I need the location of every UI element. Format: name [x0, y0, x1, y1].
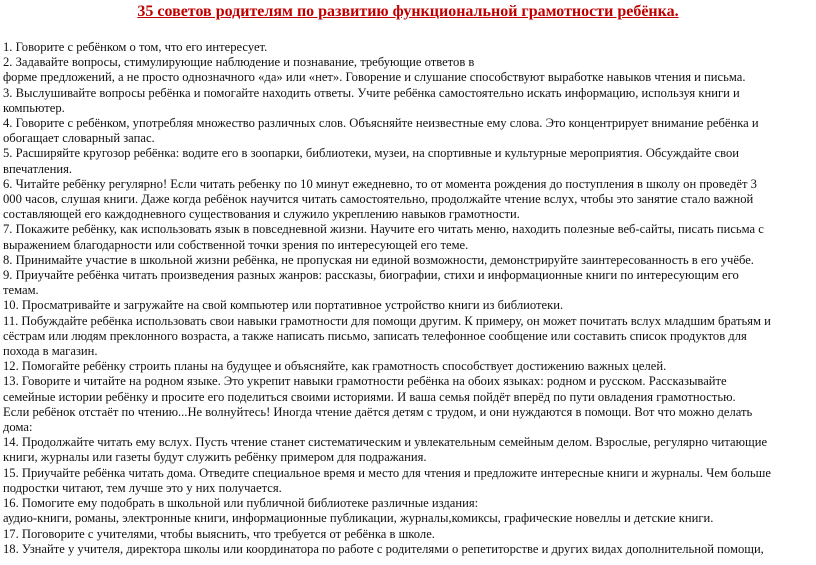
text-line: сёстрам или людям преклонного возраста, а также написать письмо, записать телефонное сообщение или составить список продуктов для	[3, 328, 747, 343]
text-line: 13. Говорите и читайте на родном языке. Это укрепит навыки грамотности ребёнка на обоих языках: родном и русском. Рассказывайте	[3, 374, 727, 389]
text-line: 4. Говорите с ребёнком, употребляя множество различных слов. Объясняйте неизвестные ему слова. Это концентрирует внимание ребёнка и	[3, 116, 759, 131]
text-line: 10. Просматривайте и загружайте на свой компьютер или портативное устройство книги из библиотеки.	[3, 298, 564, 313]
text-line: 8. Принимайте участие в школьной жизни ребёнка, не пропуская ни единой возможности, демонстрируйте заинтересованность в его учёбе.	[3, 252, 754, 267]
text-line: 11. Побуждайте ребёнка использовать свои навыки грамотности для помощи другим. К примеру, он может почитать вслух младшим братьям и	[3, 313, 771, 328]
text-line: 7. Покажите ребёнку, как использовать язык в повседневной жизни. Научите его читать меню, находить полезные веб-сайты, писать письма с	[3, 222, 764, 237]
text-line: форме предложений, а не просто однозначного «да» или «нет». Говорение и слушание способствуют выработке навыков чтения и письма.	[3, 70, 746, 85]
text-line: 3. Выслушивайте вопросы ребёнка и помогайте находить ответы. Учите ребёнка самостоятельно искать информацию, используя книги и	[3, 85, 740, 100]
text-line: 18. Узнайте у учителя, директора школы или координатора по работе с родителями о репетиторстве и других видах дополнительной помощи,	[3, 541, 764, 556]
text-line: 15. Приучайте ребёнка читать дома. Отведите специальное время и место для чтения и предложите интересные книги и журналы. Чем больше	[3, 465, 771, 480]
text-line: книги, журналы или газеты будут служить ребёнку примером для подражания.	[3, 450, 427, 465]
text-line: 14. Продолжайте читать ему вслух. Пусть чтение станет систематическим и увлекательным семейным делом. Взрослые, регулярно читающие	[3, 435, 768, 450]
text-line: темам.	[3, 283, 39, 298]
text-line: 2. Задавайте вопросы, стимулирующие наблюдение и познавание, требующие ответов в	[3, 55, 475, 70]
text-line: 9. Приучайте ребёнка читать произведения разных жанров: рассказы, биографии, стихи и информационные книги по интересующим его	[3, 268, 739, 283]
text-line: составляющей его каждодневного существования и служило укреплению навыков грамотности.	[3, 207, 520, 222]
text-line: 16. Помогите ему подобрать в школьной или публичной библиотеке различные издания:	[3, 496, 479, 511]
text-line: 17. Поговорите с учителями, чтобы выяснить, что требуется от ребёнка в школе.	[3, 526, 435, 541]
text-line: обогащает словарный запас.	[3, 131, 155, 146]
text-line: выражением благодарности или собственной точки зрения по интересующей его теме.	[3, 237, 469, 252]
text-line: аудио-книги, романы, электронные книги, информационные публикации, журналы,комиксы, графические новеллы и детские книги.	[3, 511, 714, 526]
text-line: 12. Помогайте ребёнку строить планы на будущее и объясняйте, как грамотность способствует достижению важных целей.	[3, 359, 667, 374]
text-line: 000 часов, слушая книги. Даже когда ребёнок научится читать самостоятельно, продолжайте чтение вслух, чтобы это занятие стало важной	[3, 192, 754, 207]
text-line: дома:	[3, 420, 33, 435]
document-title: 35 советов родителям по развитию функциональной грамотности ребёнка.	[137, 3, 679, 20]
document-body	[3, 40, 811, 557]
text-line: впечатления.	[3, 161, 73, 176]
text-line: Если ребёнок отстаёт по чтению...Не волнуйтесь! Иногда чтение даётся детям с трудом, и они нуждаются в помощи. Вот что можно делать	[3, 404, 753, 419]
text-line: 5. Расширяйте кругозор ребёнка: водите его в зоопарки, библиотеки, музеи, на спортивные и культурные мероприятия. Обсуждайте свои	[3, 146, 739, 161]
text-line: компьютер.	[3, 100, 65, 115]
text-line: похода в магазин.	[3, 344, 98, 359]
text-line: семейные истории ребёнку и просите его поделиться своими историями. И ваша семья пойдёт вперёд по пути овладения грамотностью.	[3, 389, 736, 404]
text-line: подростки читают, тем лучше это у них получается.	[3, 480, 282, 495]
text-line: 1. Говорите с ребёнком о том, что его интересует.	[3, 40, 268, 54]
text-line: 6. Читайте ребёнку регулярно! Если читать ребенку по 10 минут ежедневно, то от момента рождения до поступления в школу он проведёт 3	[3, 176, 757, 191]
